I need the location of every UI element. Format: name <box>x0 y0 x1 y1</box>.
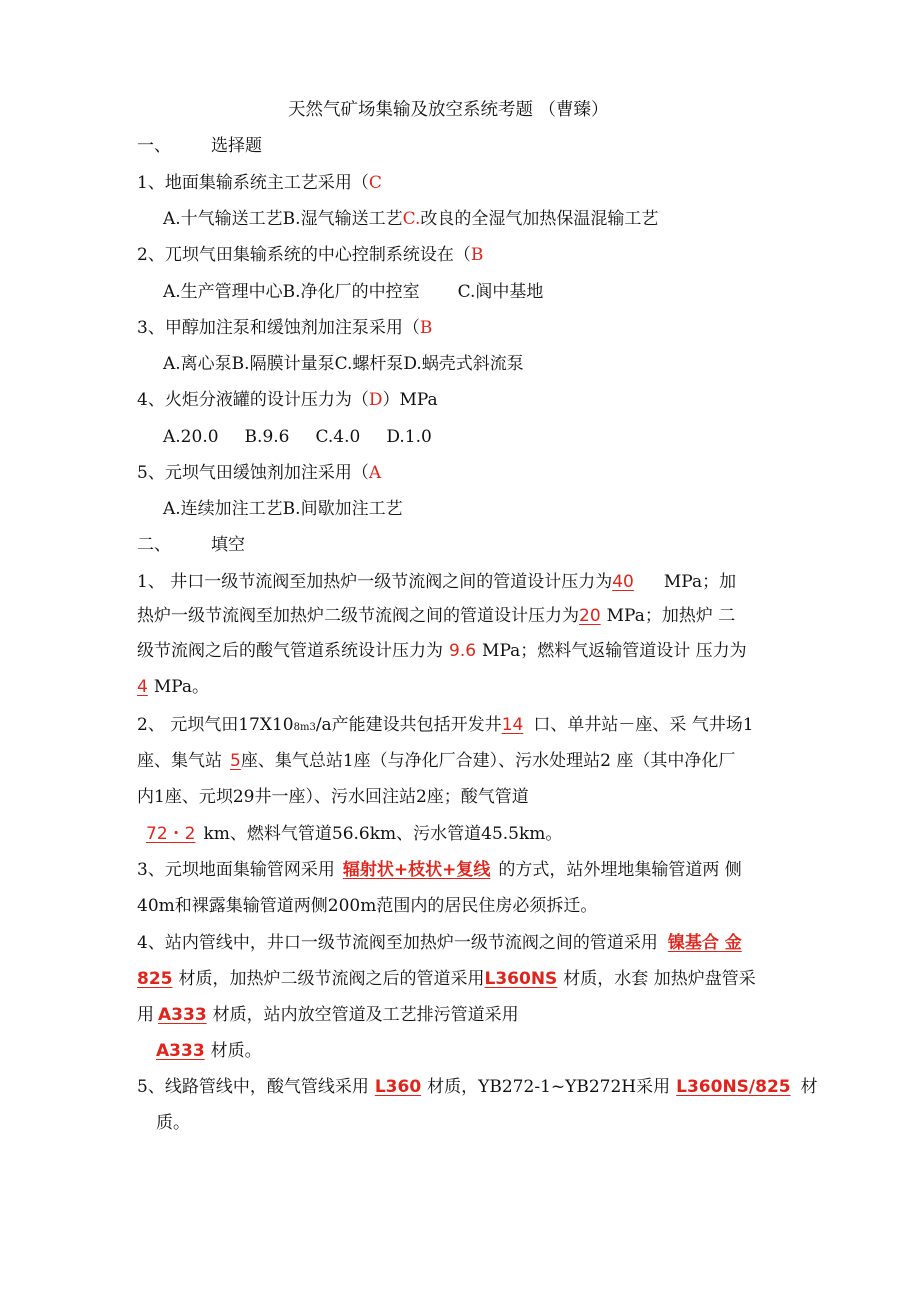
fill-text: 内1座、元坝29井一座）、污水回注站2座；酸气管道 <box>137 787 529 807</box>
fill-2-line-2 <box>137 750 735 772</box>
question-text: 4、火炬分液罐的设计压力为（ <box>137 390 369 410</box>
options-text: A.离心泵B.隔膜计量泵C.螺杆泵D.蜗壳式斜流泵 <box>163 354 524 374</box>
option-a: A.20.0 <box>163 427 219 447</box>
fill-text: 40m和裸露集输管道两侧200m范围内的居民住房必须拆迁。 <box>137 896 598 916</box>
fill-text: 的方式，站外埋地集输管道两 侧 <box>498 860 742 880</box>
question-5-options <box>163 498 403 520</box>
fill-answer: 14 <box>501 715 524 735</box>
section-number: 一、 <box>137 136 171 156</box>
question-4-options <box>163 426 432 448</box>
fill-answer: 825 <box>137 969 173 989</box>
question-2-options <box>163 281 543 303</box>
section-heading-fill <box>137 534 245 556</box>
question-4 <box>137 389 438 411</box>
question-5 <box>137 462 381 484</box>
answer: D <box>368 390 383 410</box>
fill-text: 材质，站内放空管道及工艺排污管道采用 <box>212 1005 519 1025</box>
option-b: B.9.6 <box>244 427 290 447</box>
fill-text: 口、单井站－座、采 气井场1 <box>533 715 754 735</box>
fill-1-line-1 <box>137 571 736 593</box>
fill-2-line-4 <box>146 823 562 845</box>
fill-text: 材 <box>800 1077 818 1097</box>
fill-text: 材质，水套 加热炉盘管采 <box>563 969 756 989</box>
fill-answer: 72・2 <box>146 824 196 844</box>
question-3 <box>137 317 432 339</box>
fill-text: 材质，加热炉二级节流阀之后的管道采用 <box>178 969 485 989</box>
fill-4-line-2 <box>137 968 756 990</box>
fill-text: 2、 元坝气田17X10 <box>137 715 294 735</box>
fill-answer: A333 <box>156 1041 205 1061</box>
fill-answer: 辐射状+枝状+复线 <box>342 860 491 880</box>
fill-text: km、燃料气管道56.6km、污水管道45.5km。 <box>203 824 563 844</box>
fill-text: 3、元坝地面集输管网采用 <box>137 860 335 880</box>
fill-unit: 8m3 <box>293 722 316 733</box>
fill-2-line-1 <box>137 714 754 739</box>
options-text: A.生产管理中心B.净化厂的中控室 <box>163 282 420 302</box>
question-text: 2、兀坝气田集输系统的中心控制系统设在（ <box>137 245 471 265</box>
question-2 <box>137 244 483 266</box>
fill-answer: 40 <box>612 572 634 592</box>
question-text: 1、地面集输系统主工艺采用（ <box>137 173 369 193</box>
section-label: 填空 <box>211 535 245 555</box>
answer: B <box>419 318 433 338</box>
option-c-letter: C. <box>402 209 421 229</box>
fill-3-line-2 <box>137 895 597 917</box>
fill-3-line-1 <box>137 859 742 881</box>
fill-text: 1、 井口一级节流阀至加热炉一级节流阀之间的管道设计压力为 <box>137 572 613 592</box>
options-text: A.十气输送工艺B.湿气输送工艺 <box>163 209 403 229</box>
options-text: A.连续加注工艺B.间歇加注工艺 <box>163 499 403 519</box>
question-1 <box>137 172 382 194</box>
fill-text: MPa；加 <box>663 572 737 592</box>
section-number: 二、 <box>137 535 171 555</box>
question-text: 5、元坝气田缓蚀剂加注采用（ <box>137 463 369 483</box>
section-heading-choice <box>137 135 262 157</box>
fill-text: 材质。 <box>210 1041 262 1061</box>
fill-answer: L360NS/825 <box>676 1077 791 1097</box>
fill-answer: 4 <box>137 677 148 697</box>
fill-text: 座、集气站 <box>137 751 222 771</box>
question-text: 3、甲醇加注泵和缓蚀剂加注泵采用（ <box>137 318 420 338</box>
fill-5-line-2 <box>156 1112 190 1134</box>
fill-answer: 9.6 <box>449 641 477 661</box>
fill-text: MPa；加热炉 二 <box>606 606 736 626</box>
fill-2-line-3 <box>137 786 529 808</box>
question-text-end: ）MPa <box>382 390 438 410</box>
answer: C <box>368 173 382 193</box>
fill-answer: L360 <box>374 1077 422 1097</box>
fill-text: 4、站内管线中，井口一级节流阀至加热炉一级节流阀之间的管道采用 <box>137 933 658 953</box>
fill-answer: A333 <box>158 1005 207 1025</box>
option-c: C.4.0 <box>315 427 361 447</box>
answer: B <box>470 245 484 265</box>
fill-text: 级节流阀之后的酸气管道系统设计压力为 <box>137 641 443 661</box>
fill-text: 材质，YB272-1~YB272H采用 <box>427 1077 671 1097</box>
question-3-options <box>163 353 524 375</box>
question-1-options <box>163 208 658 230</box>
fill-text: 座、集气总站1座（与净化厂合建）、污水处理站2 座（其中净化厂 <box>240 751 736 771</box>
fill-answer: 镍基合 金 <box>667 933 742 953</box>
fill-1-line-2 <box>137 605 735 627</box>
fill-answer: L360NS <box>484 969 558 989</box>
fill-answer: 5 <box>230 751 241 771</box>
option-d: D.1.0 <box>386 427 432 447</box>
fill-1-line-4 <box>137 676 209 698</box>
fill-5-line-1 <box>137 1076 818 1098</box>
answer: A <box>368 463 382 483</box>
option-c-text: 改良的全湿气加热保温混输工艺 <box>420 209 659 229</box>
fill-text: 质。 <box>156 1113 190 1133</box>
option-c-text: C.阆中基地 <box>457 282 544 302</box>
page-title: 天然气矿场集输及放空系统考题 （曹臻） <box>288 100 609 120</box>
fill-1-line-3 <box>137 640 747 662</box>
fill-4-line-4 <box>156 1040 262 1062</box>
fill-answer: 20 <box>579 606 601 626</box>
fill-text: MPa。 <box>153 677 210 697</box>
fill-4-line-1 <box>137 932 742 954</box>
fill-text: 用 <box>137 1005 154 1025</box>
section-label: 选择题 <box>211 136 262 156</box>
fill-4-line-3 <box>137 1004 519 1026</box>
fill-text: MPa；燃料气返输管道设计 压力为 <box>482 641 747 661</box>
fill-text: 5、线路管线中，酸气管线采用 <box>137 1077 369 1097</box>
fill-text: /a产能建设共包括开发井 <box>315 715 502 735</box>
fill-text: 热炉一级节流阀至加热炉二级节流阀之间的管道设计压力为 <box>137 606 579 626</box>
